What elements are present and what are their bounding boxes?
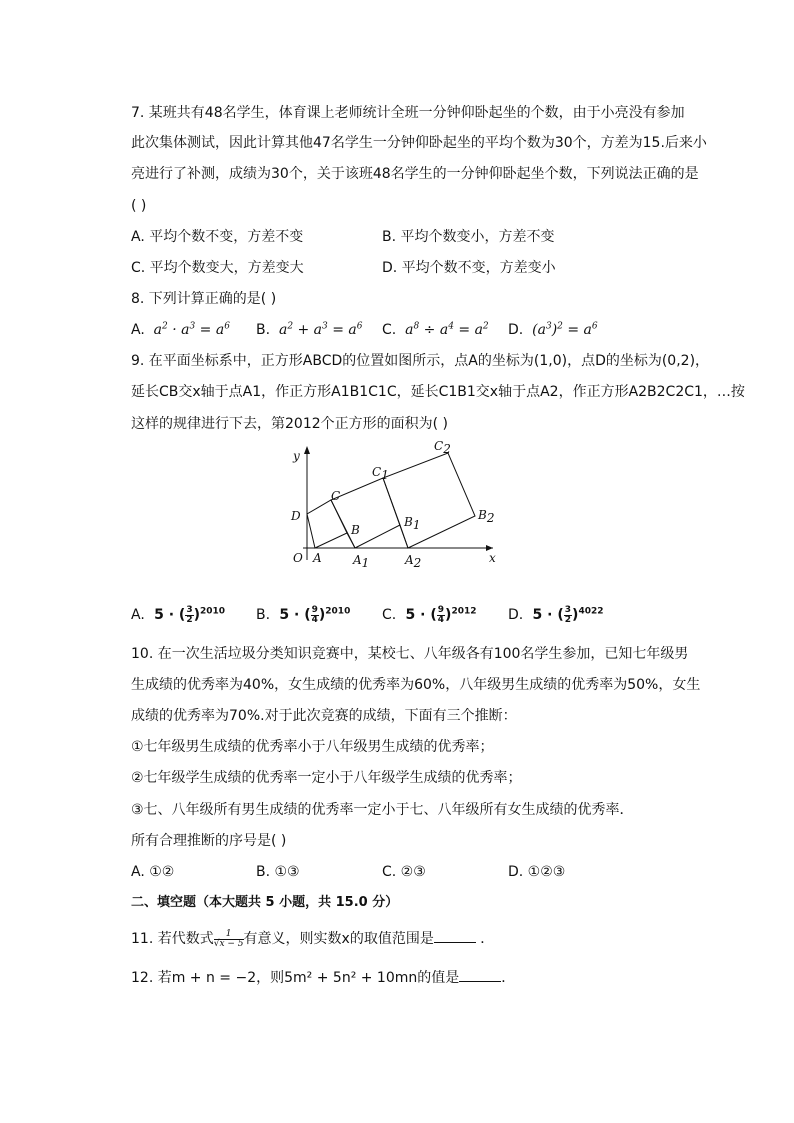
q8-option-a-letter: A. — [131, 322, 145, 338]
q9-option-d-letter: D. — [508, 607, 524, 623]
q7-option-c[interactable]: C. 平均个数变大，方差变大 — [131, 260, 304, 276]
q9-option-d-formula: 5 · ( $\frac{3}{2}$ )$^{4022}$ — [527, 604, 604, 625]
q12-line — [131, 968, 515, 988]
q8-option-c-formula: $a^8 \div a^4 = a^2$ — [400, 321, 489, 338]
square-a2b2c2c1 — [383, 453, 475, 548]
label-c2: C2 — [434, 439, 451, 456]
label-a2: A2 — [405, 553, 422, 568]
q9-option-b-formula: 5 · ( $\frac{9}{4}$ )$^{2010}$ — [274, 604, 351, 625]
square-a1b1c1c — [331, 478, 400, 548]
q10-line-1: 10. 在一次生活垃圾分类知识竞赛中，某校七、八年级各有100名学生参加，已知七年级男 — [131, 646, 689, 662]
q9-option-a-formula: 5 · ( $\frac{3}{2}$ )$^{2010}$ — [149, 604, 226, 625]
q9-line-1: 9. 在平面坐标系中，正方形ABCD的位置如图所示，点A的坐标为(1,0)，点D的坐标为(0,2)， — [131, 353, 710, 369]
q11-line — [131, 929, 494, 949]
q11-fraction: $\frac{1}{√x - 5}$ — [213, 928, 244, 949]
q10-item-2: ②七年级学生成绩的优秀率一定小于八年级学生成绩的优秀率； — [131, 770, 522, 786]
q10-line-2: 生成绩的优秀率为40%，女生成绩的优秀率为60%，八年级男生成绩的优秀率为50%，女生 — [131, 677, 701, 693]
q7-line-3: 亮进行了补测，成绩为30个，关于该班48名学生的一分钟仰卧起坐个数，下列说法正确的是 — [131, 166, 699, 182]
q10-line-3: 成绩的优秀率为70%.对于此次竞赛的成绩，下面有三个推断： — [131, 708, 517, 724]
q12-end: ． — [501, 970, 516, 986]
q11-answer-blank[interactable] — [434, 930, 476, 943]
q11-end: ． — [480, 931, 495, 947]
q12-answer-blank[interactable] — [459, 969, 501, 982]
q9-option-c-letter: C. — [382, 607, 397, 623]
q8-option-a[interactable] — [131, 320, 230, 340]
label-o: O — [293, 551, 303, 565]
q9-option-a-letter: A. — [131, 607, 145, 623]
q10-item-1: ①七年级男生成绩的优秀率小于八年级男生成绩的优秀率； — [131, 739, 494, 755]
q11-suffix: 有意义，则实数x的取值范围是 — [243, 931, 434, 947]
q10-option-b[interactable]: B. ①③ — [256, 864, 300, 880]
label-a: A — [313, 551, 322, 565]
q7-line-1: 7. 某班共有48名学生，体育课上老师统计全班一分钟仰卧起坐的个数，由于小亮没有参加 — [131, 105, 685, 121]
q8-option-c-letter: C. — [382, 322, 397, 338]
q8-option-a-formula: $a^2 \cdot a^3 = a^6$ — [149, 321, 230, 338]
q9-option-a[interactable] — [131, 605, 225, 625]
q9-line-2: 延长CB交x轴于点A1，作正方形A1B1C1C，延长C1B1交x轴于点A2，作正方形A2B2C2C1，…按 — [131, 384, 745, 400]
q9-line-3: 这样的规律进行下去，第2012个正方形的面积为( ) — [131, 416, 449, 432]
label-a1: A1 — [353, 553, 370, 568]
q8-option-b-formula: $a^2 + a^3 = a^6$ — [274, 321, 363, 338]
q10-option-a[interactable]: A. ①② — [131, 864, 175, 880]
label-b: B — [351, 523, 360, 537]
q12-prefix: 12. 若m + n = −2，则5m² + 5n² + 10mn的值是 — [131, 970, 460, 986]
label-b1: B1 — [404, 515, 421, 532]
section-fill-in-blank-heading: 二、填空题（本大题共 5 小题，共 15.0 分） — [131, 895, 399, 910]
q7-line-2: 此次集体测试，因此计算其他47名学生一分钟仰卧起坐的平均个数为30个，方差为15.后来小 — [131, 135, 707, 151]
q9-figure — [283, 438, 503, 568]
q8-option-c[interactable] — [382, 320, 489, 340]
q7-option-b[interactable]: B. 平均个数变小，方差不变 — [382, 229, 555, 245]
q8-option-d-letter: D. — [508, 322, 524, 338]
q9-option-c[interactable] — [382, 605, 477, 625]
label-d: D — [291, 509, 301, 523]
q10-option-c[interactable]: C. ②③ — [382, 864, 426, 880]
q9-option-c-formula: 5 · ( $\frac{9}{4}$ )$^{2012}$ — [400, 604, 477, 625]
q8-option-b-letter: B. — [256, 322, 271, 338]
label-c: C — [331, 489, 341, 503]
q9-option-b[interactable] — [256, 605, 350, 625]
q7-option-a[interactable]: A. 平均个数不变，方差不变 — [131, 229, 304, 245]
q8-option-b[interactable] — [256, 320, 362, 340]
q10-stem: 所有合理推断的序号是( ) — [131, 833, 287, 849]
q8-option-d[interactable] — [508, 320, 598, 340]
q8-stem: 8. 下列计算正确的是( ) — [131, 291, 277, 307]
q9-option-b-letter: B. — [256, 607, 271, 623]
label-x: x — [489, 551, 496, 565]
q9-option-d[interactable] — [508, 605, 604, 625]
q7-line-4: ( ) — [131, 198, 147, 214]
label-y: y — [293, 449, 300, 463]
label-c1: C1 — [372, 465, 389, 482]
label-b2: B2 — [478, 508, 495, 525]
q8-option-d-formula: $(a^3)^2 = a^6$ — [527, 321, 598, 338]
q10-item-3: ③七、八年级所有男生成绩的优秀率一定小于七、八年级所有女生成绩的优秀率． — [131, 802, 634, 818]
q11-prefix: 11. 若代数式 — [131, 931, 214, 947]
y-axis-arrow — [304, 446, 310, 454]
square-abcd — [307, 500, 347, 548]
q7-option-d[interactable]: D. 平均个数不变，方差变小 — [382, 260, 556, 276]
q10-option-d[interactable]: D. ①②③ — [508, 864, 566, 880]
